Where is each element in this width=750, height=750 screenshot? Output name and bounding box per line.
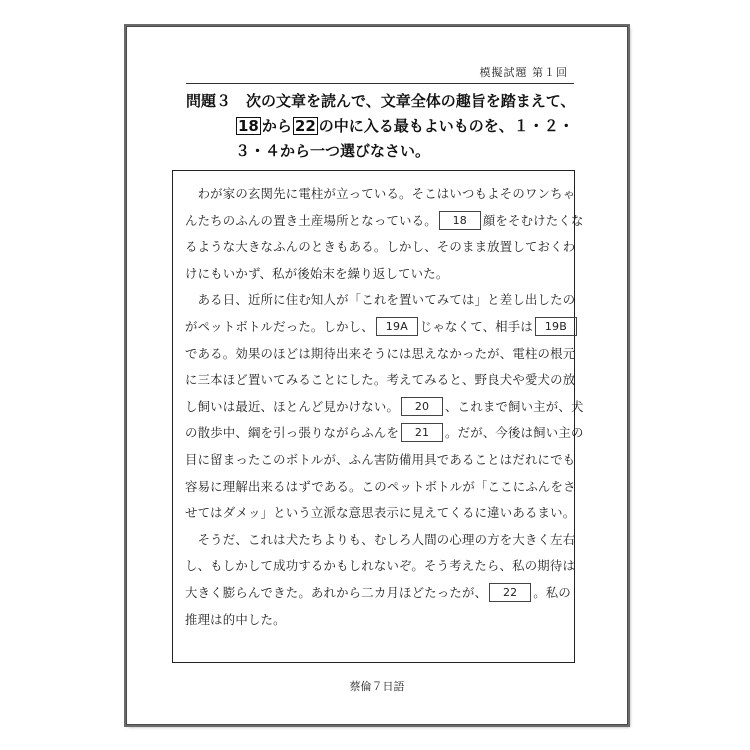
passage-text xyxy=(185,181,584,633)
passage-line xyxy=(185,553,576,580)
passage-line xyxy=(185,474,576,501)
passage-line xyxy=(185,181,576,208)
passage-text-segment: 大きく膨らんできた。あれから二カ月ほどたったが、 xyxy=(185,584,488,600)
passage-text-segment: 。私の xyxy=(533,584,571,600)
answer-blank-18: 18 xyxy=(439,211,481,230)
question-from-text: から xyxy=(261,117,292,135)
passage-text-segment: に三本ほど置いてみることにした。考えてみると、野良犬や愛犬の放 xyxy=(185,372,576,388)
question-line-2-rest: の中に入る最もよいものを、１・２・ xyxy=(318,117,574,135)
question-line-1: 問題３ 次の文章を読んで、文章全体の趣旨を踏まえて、 xyxy=(186,92,576,110)
passage-text-segment: けにもいかず、私が後始末を繰り返していた。 xyxy=(185,265,449,281)
passage-text-segment: んたちのふんの置き土産場所となっている。 xyxy=(185,212,437,228)
question-line-2 xyxy=(235,114,574,139)
passage-text-segment: せてはダメッ」という立派な意思表示に見えてくるに違いあるまい。 xyxy=(185,505,576,521)
passage-text-segment: じゃなくて、相手は xyxy=(419,318,533,334)
reading-passage xyxy=(172,170,584,663)
passage-line xyxy=(185,234,576,261)
passage-line xyxy=(185,420,584,447)
passage-text-segment: 目に留まったこのボトルが、ふん害防備用具であることはだれにでも xyxy=(185,451,576,467)
passage-line xyxy=(185,261,570,288)
exam-title: 模擬試題 第１回 xyxy=(479,66,568,79)
question-line-3: ３・４から一つ選びなさい。 xyxy=(235,142,431,160)
passage-line xyxy=(185,500,576,527)
exam-page xyxy=(126,26,628,725)
passage-text-segment: わが家の玄関先に電柱が立っている。そこはいつもよそのワンちゃ xyxy=(185,186,576,201)
page-footer: 蔡倫７日語 xyxy=(349,680,405,693)
passage-text-segment: るような大きなふんのときもある。しかし、そのまま放置しておくわ xyxy=(185,239,576,255)
passage-line xyxy=(185,208,584,235)
passage-line xyxy=(185,341,576,368)
question-box-end: 22 xyxy=(294,117,316,135)
passage-text-segment: し飼いは最近、ほとんど見かけない。 xyxy=(185,398,400,414)
question-box-start: 18 xyxy=(238,117,259,135)
passage-line xyxy=(185,580,570,607)
passage-text-segment: の散歩中、綱を引っ張りながらふんを xyxy=(185,425,400,441)
passage-text-segment: がペットボトルだった。しかし、 xyxy=(185,318,374,334)
passage-text-segment: し、もしかして成功するかもしれないぞ。そう考えたら、私の期待は xyxy=(185,558,576,574)
passage-text-segment: 容易に理解出来るはずである。このペットボトルが「ここにふんをさ xyxy=(185,478,576,494)
answer-blank-21: 21 xyxy=(401,423,443,442)
page-header xyxy=(186,61,574,84)
answer-blank-19B: 19B xyxy=(535,317,577,336)
passage-text-segment: そうだ、これは犬たちよりも、むしろ人間の心理の方を大きく左右 xyxy=(185,531,576,547)
passage-text-segment: ある日、近所に住む知人が「これを置いてみては」と差し出したの xyxy=(185,292,576,308)
passage-text-segment: 。だが、今後は飼い主の xyxy=(445,425,584,441)
passage-line xyxy=(185,527,576,554)
passage-text-segment: 、これまで飼い主が、犬 xyxy=(445,398,584,414)
passage-line xyxy=(185,607,570,634)
passage-text-segment: 推理は的中した。 xyxy=(185,611,286,627)
answer-blank-22: 22 xyxy=(489,583,531,602)
answer-blank-20: 20 xyxy=(401,397,443,416)
passage-line xyxy=(185,287,576,314)
passage-line xyxy=(185,367,576,394)
passage-line xyxy=(185,394,584,421)
answer-blank-19A: 19A xyxy=(376,317,418,336)
passage-text-segment: 顔をそむけたくな xyxy=(482,212,584,228)
passage-line xyxy=(185,314,570,341)
passage-line xyxy=(185,447,576,474)
passage-text-segment: である。効果のほどは期待出来そうには思えなかったが、電柱の根元 xyxy=(185,345,576,361)
